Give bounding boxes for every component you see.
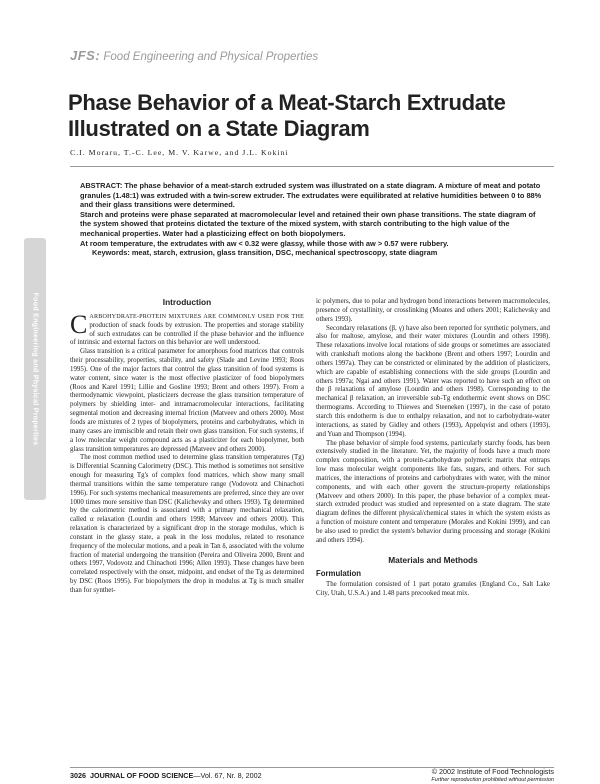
volume-info: —Vol. 67, Nr. 8, 2002 [193,771,262,780]
intro-para-6: The phase behavior of simple food systems, particularly starchy foods, has been extensively studied in the literature. Yet, the majority of foods have a much more complex composition, with a protein-carbohydrate polymeric matrix that entraps low mass molecular weight components like fats, sugars, and others. For such matrices, the interactions of proteins and carbohydrates with water, with the minor components, and with each other govern the structure-property relationships (Matveev and others 2000). In this paper, the phase behavior of a complex meat-starch extruded product was studied and represented on a state diagram. The state diagram defines the different physical/chemical states in which the system exists as a function of moisture content and temperature (Morales and Kokini 1999), and can be also used to predict the system's behavior during processing and storage (Kokini and others 1994). [316,439,550,544]
journal-name: JOURNAL OF FOOD SCIENCE [90,771,194,780]
author-list: C.I. Moraru, T.-C. Lee, M. V. Karwe, and J.L. Kokini [70,148,289,157]
reproduction-notice: Further reproduction prohibited without permission [431,777,554,783]
abstract-para-2: Starch and proteins were phase separated at macromolecular level and retained their own phase transitions. The state diagram of the system showed that proteins dictated the texture of the mixed system, with starch contributing to the high value of the mechanical properties. Water had a plasticizing effect on both biopolymers. [80,209,536,238]
journal-abbrev: JFS: [70,48,101,63]
article-title: Phase Behavior of a Meat-Starch Extrudate Illustrated on a State Diagram [68,90,506,141]
abstract-para-1: ABSTRACT: The phase behavior of a meat-starch extruded system was illustrated on a state diagram. A mixture of meat and potato granules (1.48:1) was extruded with a twin-screw extruder. The extrudates were equilibrated at relative humidities between 0 to 88% and their glass transitions were determined. [80,181,542,210]
intro-lead: ARBOHYDRATE-PROTEIN MIXTURES ARE COMMONLY USED FOR THE [89,313,304,320]
formulation-heading: Formulation [316,569,362,579]
title-divider [70,166,554,167]
left-column [70,298,304,596]
page-number: 3026 [70,771,86,780]
section-side-tab [24,238,46,500]
drop-cap: C [70,309,88,339]
side-tab-label: Food Engineering and Physical Properties [31,292,39,446]
intro-para-1-rest: production of snack foods by extrusion. The properties and storage stability of such extrudates can be controlled if the phase behavior and the influence of intrinsic and external factors on this behavior are well understood. [70,321,304,347]
methods-heading: Materials and Methods [388,554,478,565]
copyright-line: © 2002 Institute of Food Technologists [431,767,554,776]
running-header [70,48,318,63]
section-name: Food Engineering and Physical Properties [103,51,319,63]
intro-para-5: Secondary relaxations (β, γ) have also been reported for synthetic polymers, and also for maltose, amylose, and their water mixtures (Lourdin and others 1998). These relaxations involve local rotations of side groups or sometimes are associated with crankshaft motions along the backbone (Brent and others 1997; Lourdin and others 1997a). They can be constricted or eliminated by the addition of plasticizers, which are capable of establishing connections with the side groups (Lourdin and others 1997a; Ngai and others 1991). Water was reported to have such an effect on the β relaxations of amylose (Lourdin and others 1998). Corresponding to the mechanical β relaxation, an irreversible sub-Tg endothermic event shows on DSC thermograms. According to Thiewes and Steeneken (1997), in the case of potato starch this endotherm is due to enthalpy relaxation, and not to carbohydrate-water interactions, as stated by Gidley and others (1993), Appelqvist and others (1993), and Yuan and Thompson (1994). [316,324,550,438]
intro-para-4: ic polymers, due to polar and hydrogen bond interactions between macromolecules, presence of crystallinity, or crosslinking (Moates and others 2001; Kalichevsky and others 1993). [316,298,550,323]
methods-para-1: The formulation consisted of 1 part potato granules (England Co., Salt Lake City, Utah, U.S.A.) and 1.48 parts precooked meat mix. [316,581,550,598]
right-column [316,298,550,599]
intro-para-1 [70,309,304,348]
intro-para-2: Glass transition is a critical parameter for amorphous food matrices that controls their processability, properties, stability, and safety (Slade and Levine 1993; Roos 1995). One of the major factors that control the glass transition of food systems is water content, since water is the most effective plasticizer of food biopolymers (Roos and Karel 1991; Lillie and Gosline 1993; Brent and others 1997). From a thermodynamic viewpoint, plasticizers decrease the glass transition temperature of polymers by shielding inter- and intramacromolecular interactions, facilitating segmental motion and decreasing internal friction (Matveev and others 2000). Most foods are mixtures of 2 types of biopolymers, proteins and carbohydrates, which in many cases are immiscible and retain their own glass transition. For such systems, if a low molecular weight compound acts as a plasticizer for each biopolymer, both glass transition temperatures are depressed (Matveev and others 2000). [70,348,304,453]
footer-citation [70,771,262,780]
abstract-para-3: At room temperature, the extrudates with aw < 0.32 were glassy, while those with aw > 0.57 were rubbery. [80,238,449,248]
footer-copyright [431,768,554,784]
keywords: Keywords: meat, starch, extrusion, glass transition, DSC, mechanical spectroscopy, state diagram [92,248,438,258]
abstract-block [80,181,546,258]
intro-para-3: The most common method used to determine glass transition temperatures (Tg) is Differential Scanning Calorimetry (DSC). This method is sometimes not sensitive enough for measuring Tg's of complex food matrices, which show many small thermal transitions within the same temperature range (Vodovotz and Chinachoti 1996). For such systems mechanical measurements are preferred, since they are over 1000 times more sensitive than DSC (Kalichevsky and others 1993). Tg determined by the calorimetric method is associated with a primary mechanical relaxation, called α relaxation (Lourdin and others 1998; Matveev and others 2000). This relaxation is characterized by a significant drop in the storage modulus, which is constant in the glassy state, a peak in the loss modulus, related to resonance frequency of the molecular motions, and a peak in Tan δ, associated with the volume fraction of material undergoing the transition (Pereira and Oliveira 2000, Brent and others 1997, Vodovotz and Chinachoti 1996; Allen 1993). These changes have been correlated respectively with the onset, midpoint, and endset of the Tg as determined by DSC (Roos 1995). For biopolymers the drop in modulus at Tg is much smaller than for synthet- [70,454,304,594]
intro-heading: Introduction [162,297,212,307]
